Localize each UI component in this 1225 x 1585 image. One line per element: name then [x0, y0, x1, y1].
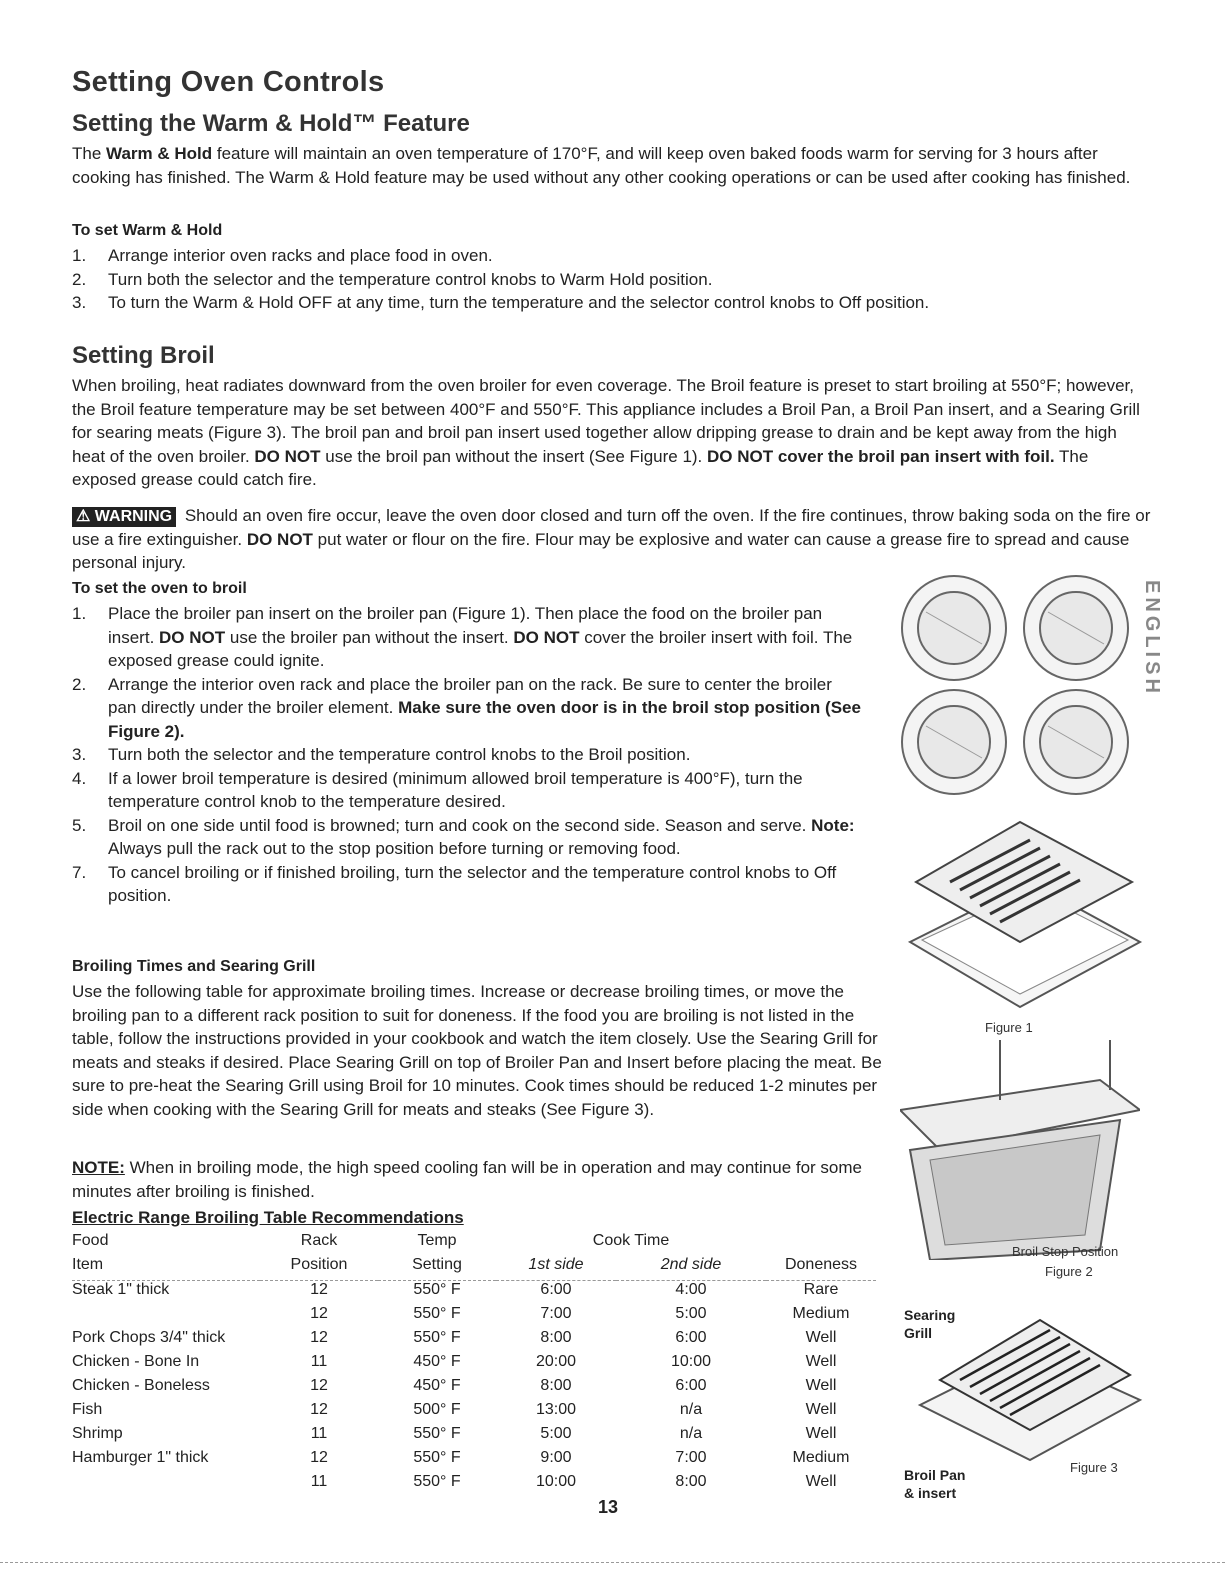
- table-header-cell: [766, 1232, 876, 1256]
- table-header-row: [72, 1232, 876, 1256]
- list-item: 1. Place the broiler pan insert on the broiler pan (Figure 1). Then place the food on the broiler pan insert. DO NOT use the broiler pan without the insert. DO NOT cover the broiler insert with foil. The exposed grease could ignite.: [72, 604, 853, 670]
- table-cell: 7:00: [675, 1449, 707, 1466]
- table-cell: Hamburger 1" thick: [72, 1449, 209, 1466]
- table-cell: 12: [310, 1329, 328, 1346]
- table-cell: 550° F: [413, 1425, 461, 1442]
- table-cell: 20:00: [535, 1353, 577, 1370]
- table-header-cell: Temp: [417, 1232, 457, 1249]
- table-cell: 4:00: [675, 1281, 707, 1298]
- table-cell: n/a: [679, 1401, 703, 1418]
- table-cell: 8:00: [540, 1377, 572, 1394]
- broil-pan-illustration: [900, 812, 1150, 1017]
- list-item: 2. Arrange the interior oven rack and place the broiler pan on the rack. Be sure to center the broiler pan directly under the broiler element. Make sure the oven door is in the broil stop position (See Figure 2).: [72, 674, 861, 741]
- table-cell: 11: [310, 1425, 328, 1442]
- table-row: [72, 1401, 876, 1425]
- knob-icon: [902, 576, 1128, 794]
- table-cell: 550° F: [413, 1329, 461, 1346]
- table-cell: 9:00: [540, 1449, 572, 1466]
- table-cell: Medium: [792, 1305, 850, 1322]
- warm-hold-heading: Setting the Warm & Hold™ Feature: [72, 110, 470, 137]
- table-cell: 12: [310, 1449, 328, 1466]
- table-row: [72, 1305, 876, 1329]
- table-cell: 6:00: [540, 1281, 572, 1298]
- table-header-cell: Cook Time: [592, 1232, 670, 1249]
- table-header-cell: Setting: [378, 1256, 496, 1281]
- broil-steps: [72, 602, 862, 908]
- setting-broil-heading: Setting Broil: [72, 342, 215, 369]
- language-tab: ENGLISH: [1141, 580, 1163, 697]
- broil-intro: When broiling, heat radiates downward from the oven broiler for even coverage. The Broil feature is preset to start broiling at 550°F; however, the Broil feature temperature may be set between 400°F and 550°F. This appliance includes a Broil Pan, a Broil Pan insert, and a Searing Grill for searing meats (Figure 3). The broil pan and broil pan insert used together allow dripping grease to drain and be kept away from the high heat of the oven broiler. DO NOT use the broil pan without the insert (See Figure 1). DO NOT cover the broil pan insert with foil. The exposed grease could catch fire.: [72, 376, 1140, 489]
- broil-pan-label: Broil Pan & insert: [904, 1467, 966, 1501]
- warm-hold-steps: [72, 244, 1152, 315]
- oven-door-illustration: [900, 1040, 1140, 1260]
- table-cell: Well: [805, 1353, 837, 1370]
- table-cell: 11: [310, 1473, 328, 1490]
- figure-2-label: Broil Stop Position: [1012, 1244, 1119, 1259]
- figure-3-caption: Figure 3: [1070, 1460, 1118, 1475]
- table-header-cell: Food: [72, 1232, 109, 1249]
- broiling-table: [72, 1232, 876, 1497]
- table-cell: Well: [805, 1401, 837, 1418]
- table-cell: 500° F: [413, 1401, 461, 1418]
- table-row: [72, 1353, 876, 1377]
- list-item: 1. Arrange interior oven racks and place food in oven.: [72, 246, 493, 265]
- table-cell: 550° F: [413, 1473, 461, 1490]
- table-row: [72, 1473, 876, 1497]
- table-row: [72, 1377, 876, 1401]
- broiling-times-body: Use the following table for approximate broiling times. Increase or decrease broiling times, or move the broiling pan to a different rack position to suit for doneness. If the food you are broiling is not listed in the table, follow the instructions provided in your cookbook and watch the item closely. Use the Searing Grill for meats and steaks if desired. Place Searing Grill on top of Broiler Pan and Insert before placing the meat. Be sure to pre-heat the Searing Grill using Broil for 10 minutes. Cook times should be reduced 1-2 minutes per side when cooking with the Searing Grill for meats and steaks (See Figure 3).: [72, 982, 882, 1119]
- warm-hold-subheading: To set Warm & Hold: [72, 222, 223, 239]
- table-header-cell: Rack: [300, 1232, 338, 1249]
- table-cell: Pork Chops 3/4" thick: [72, 1329, 226, 1346]
- table-body: [72, 1281, 876, 1498]
- table-cell: Fish: [72, 1401, 103, 1418]
- table-cell: Well: [805, 1473, 837, 1490]
- figure-2-caption: Figure 2: [1045, 1264, 1093, 1279]
- table-row: [72, 1425, 876, 1449]
- table-header-cell: Doneness: [766, 1256, 876, 1281]
- table-header-cell: 2nd side: [616, 1256, 766, 1281]
- table-cell: Shrimp: [72, 1425, 123, 1442]
- table-cell: 5:00: [675, 1305, 707, 1322]
- table-cell: 550° F: [413, 1449, 461, 1466]
- list-item: 7. To cancel broiling or if finished broiling, turn the selector and the temperature control knobs to Off position.: [72, 862, 837, 905]
- table-cell: 12: [310, 1281, 328, 1298]
- figure-1-caption: Figure 1: [985, 1020, 1033, 1035]
- table-cell: n/a: [679, 1425, 703, 1442]
- table-cell: 10:00: [535, 1473, 577, 1490]
- table-cell: 450° F: [413, 1377, 461, 1394]
- table-header-cell: Item: [72, 1256, 260, 1281]
- table-cell: 13:00: [535, 1401, 577, 1418]
- note-paragraph: NOTE: When in broiling mode, the high speed cooling fan will be in operation and may continue for some minutes after broiling is finished.: [72, 1158, 862, 1201]
- table-cell: Rare: [803, 1281, 839, 1298]
- table-row: [72, 1449, 876, 1473]
- list-item: 2. Turn both the selector and the temperature control knobs to Warm Hold position.: [72, 269, 713, 289]
- table-cell: 5:00: [540, 1425, 572, 1442]
- table-cell: Well: [805, 1425, 837, 1442]
- table-header-cell: Position: [260, 1256, 378, 1281]
- list-item: 3. To turn the Warm & Hold OFF at any time, turn the temperature and the selector control knobs to Off position.: [72, 293, 930, 312]
- control-knobs-illustration: [896, 572, 1136, 802]
- table-cell: 7:00: [540, 1305, 572, 1322]
- table-cell: 12: [310, 1401, 328, 1418]
- table-cell: 6:00: [675, 1377, 707, 1394]
- warm-hold-intro: The Warm & Hold feature will maintain an oven temperature of 170°F, and will keep oven baked foods warm for serving for 3 hours after cooking has finished. The Warm & Hold feature may be used without any other cooking operations or can be used after cooking has finished.: [72, 144, 1131, 187]
- searing-grill-illustration: [900, 1300, 1150, 1470]
- broiling-times-subheading: Broiling Times and Searing Grill: [72, 958, 316, 975]
- table-title: Electric Range Broiling Table Recommendations: [72, 1208, 464, 1227]
- broil-subheading: To set the oven to broil: [72, 580, 247, 597]
- table-cell: 550° F: [413, 1281, 461, 1298]
- table-header-cell: 1st side: [496, 1256, 616, 1281]
- table-cell: 12: [310, 1377, 328, 1394]
- table-cell: 8:00: [675, 1473, 707, 1490]
- table-cell: [72, 1305, 260, 1329]
- table-cell: 550° F: [413, 1305, 461, 1322]
- warning-badge: ⚠ WARNING: [72, 507, 176, 527]
- table-cell: 12: [310, 1305, 328, 1322]
- page-title: Setting Oven Controls: [72, 66, 385, 98]
- table-cell: Medium: [792, 1449, 850, 1466]
- table-cell: Well: [805, 1377, 837, 1394]
- page-number: 13: [598, 1497, 619, 1517]
- table-cell: 8:00: [540, 1329, 572, 1346]
- table-cell: 11: [310, 1353, 328, 1370]
- table-cell: [72, 1473, 260, 1497]
- table-cell: Steak 1" thick: [72, 1281, 170, 1298]
- table-row: [72, 1329, 876, 1353]
- page-bottom-divider: [0, 1562, 1225, 1563]
- list-item: 4. If a lower broil temperature is desired (minimum allowed broil temperature is 400°F), turn the temperature control knob to the temperature desired.: [72, 768, 803, 811]
- searing-grill-label: Searing Grill: [904, 1307, 956, 1341]
- table-header-row: [72, 1256, 876, 1281]
- warning-paragraph: ⚠ WARNING Should an oven fire occur, leave the oven door closed and turn off the oven. If the fire continues, throw baking soda on the fire or use a fire extinguisher. DO NOT put water or flour on the fire. Flour may be explosive and water can cause a grease fire to spread and cause personal injury.: [72, 506, 1151, 572]
- table-cell: 6:00: [675, 1329, 707, 1346]
- table-cell: Well: [805, 1329, 837, 1346]
- table-cell: Chicken - Bone In: [72, 1353, 200, 1370]
- table-row: [72, 1281, 876, 1306]
- table-cell: 450° F: [413, 1353, 461, 1370]
- table-cell: Chicken - Boneless: [72, 1377, 210, 1394]
- table-cell: 10:00: [670, 1353, 712, 1370]
- list-item: 3. Turn both the selector and the temperature control knobs to the Broil position.: [72, 745, 691, 764]
- list-item: 5. Broil on one side until food is browned; turn and cook on the second side. Season and serve. Note: Always pull the rack out to the stop position before turning or removing food.: [72, 815, 855, 858]
